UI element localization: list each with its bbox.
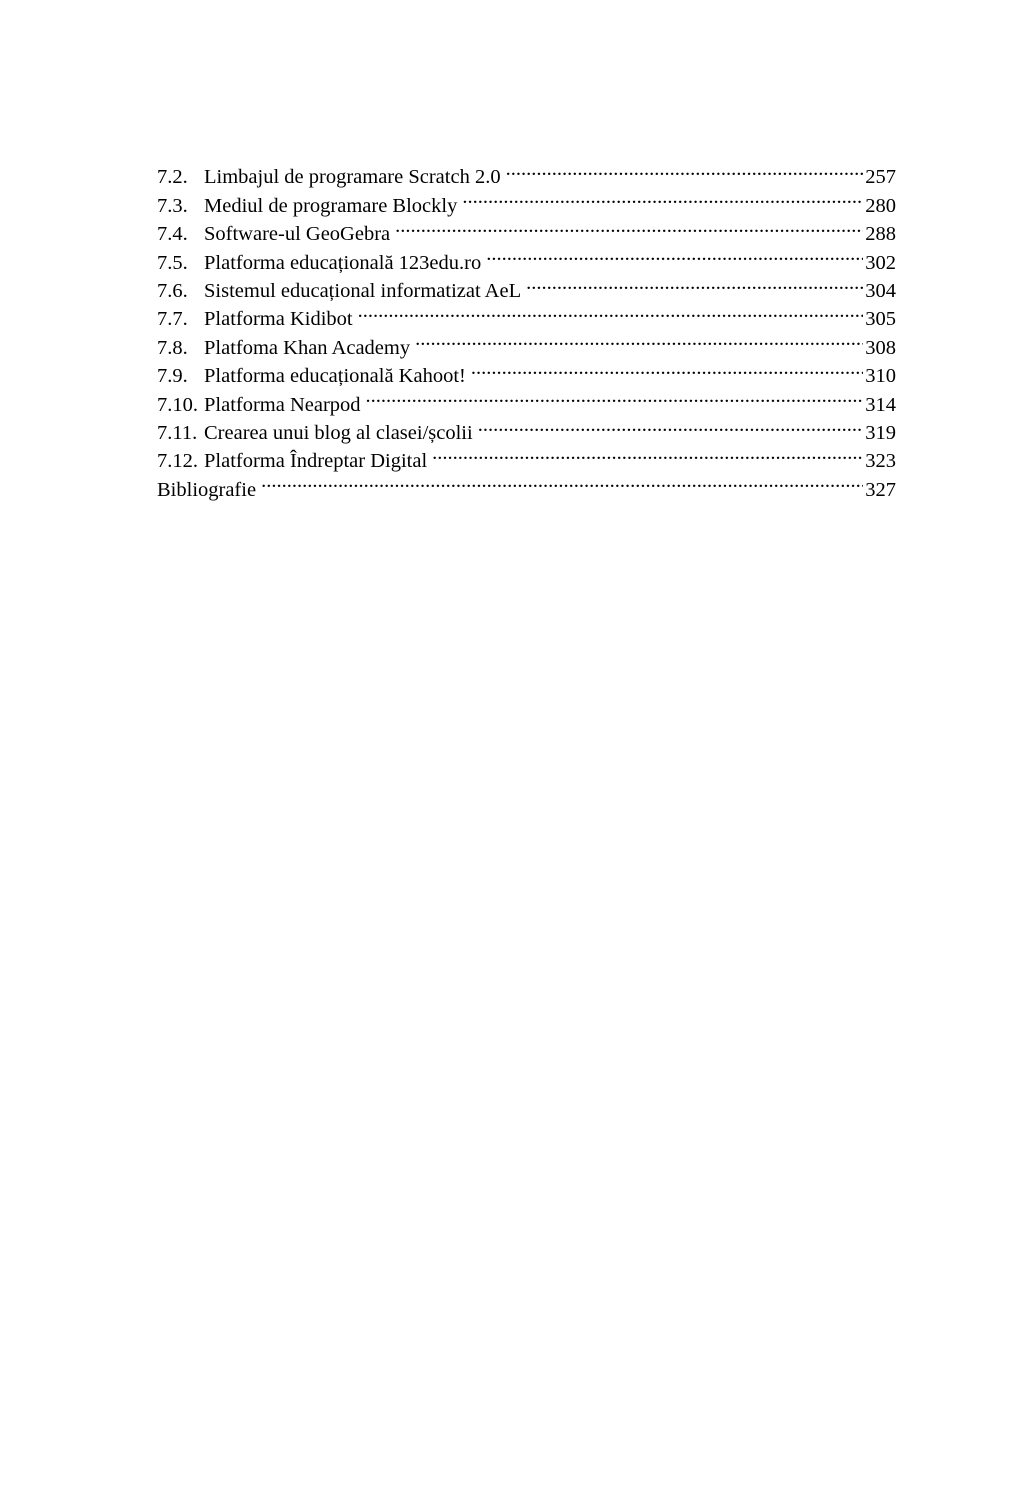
toc-entry-page: 280 xyxy=(865,194,896,217)
dot-leader xyxy=(261,467,863,495)
toc-entry-title: Platforma Nearpod xyxy=(204,393,361,416)
toc-entry-number: 7.10. xyxy=(157,393,198,416)
toc-entry-page: 327 xyxy=(865,478,896,501)
toc-entry-page: 314 xyxy=(865,393,896,416)
toc-entry-page: 304 xyxy=(865,279,896,302)
toc-entry-number: 7.8. xyxy=(157,336,188,359)
toc-entry-title: Limbajul de programare Scratch 2.0 xyxy=(204,166,501,189)
dot-leader xyxy=(432,439,863,467)
toc-entry-page: 310 xyxy=(865,365,896,388)
toc-entry-number: 7.2. xyxy=(157,166,188,189)
dot-leader xyxy=(415,325,863,353)
toc-entry-number: 7.4. xyxy=(157,223,188,246)
toc-entry-title: Bibliografie xyxy=(157,478,257,501)
toc-entry-bibliography xyxy=(157,467,896,501)
dot-leader xyxy=(526,269,863,297)
toc-entry-title: Software-ul GeoGebra xyxy=(204,223,391,246)
toc-entry-number: 7.11. xyxy=(157,421,198,444)
toc-entry-title: Platforma Kidibot xyxy=(204,308,353,331)
toc-entry-page: 305 xyxy=(865,308,896,331)
toc-entry-page: 288 xyxy=(865,223,896,246)
toc-entry-number: 7.3. xyxy=(157,194,188,217)
toc-entry-title: Mediul de programare Blockly xyxy=(204,194,458,217)
dot-leader xyxy=(471,354,863,382)
dot-leader xyxy=(366,382,864,410)
toc-entry-number: 7.7. xyxy=(157,308,188,331)
toc-entry-page: 308 xyxy=(865,336,896,359)
dot-leader xyxy=(478,411,864,439)
toc-entry-page: 319 xyxy=(865,421,896,444)
dot-leader xyxy=(506,155,864,183)
toc-entry-number: 7.12. xyxy=(157,450,198,473)
toc-entry-title: Sistemul educațional informatizat AeL xyxy=(204,279,522,302)
toc-entry-title: Crearea unui blog al clasei/școlii xyxy=(204,421,473,444)
toc-entry-page: 323 xyxy=(865,450,896,473)
toc-entry-title: Platforma educațională 123edu.ro xyxy=(204,251,482,274)
dot-leader xyxy=(462,183,863,211)
toc-entry-title: Platforma Îndreptar Digital xyxy=(204,450,428,473)
toc-entry-page: 257 xyxy=(865,166,896,189)
toc-entry-number: 7.5. xyxy=(157,251,188,274)
toc-entry-page: 302 xyxy=(865,251,896,274)
toc-entry-number: 7.6. xyxy=(157,279,188,302)
toc-entry-number: 7.9. xyxy=(157,365,188,388)
toc-entry-title: Platforma educațională Kahoot! xyxy=(204,365,466,388)
table-of-contents xyxy=(157,155,896,501)
dot-leader xyxy=(486,240,863,268)
toc-entry-title: Platfoma Khan Academy xyxy=(204,336,411,359)
dot-leader xyxy=(395,212,863,240)
dot-leader xyxy=(358,297,864,325)
toc-entry xyxy=(157,155,896,189)
